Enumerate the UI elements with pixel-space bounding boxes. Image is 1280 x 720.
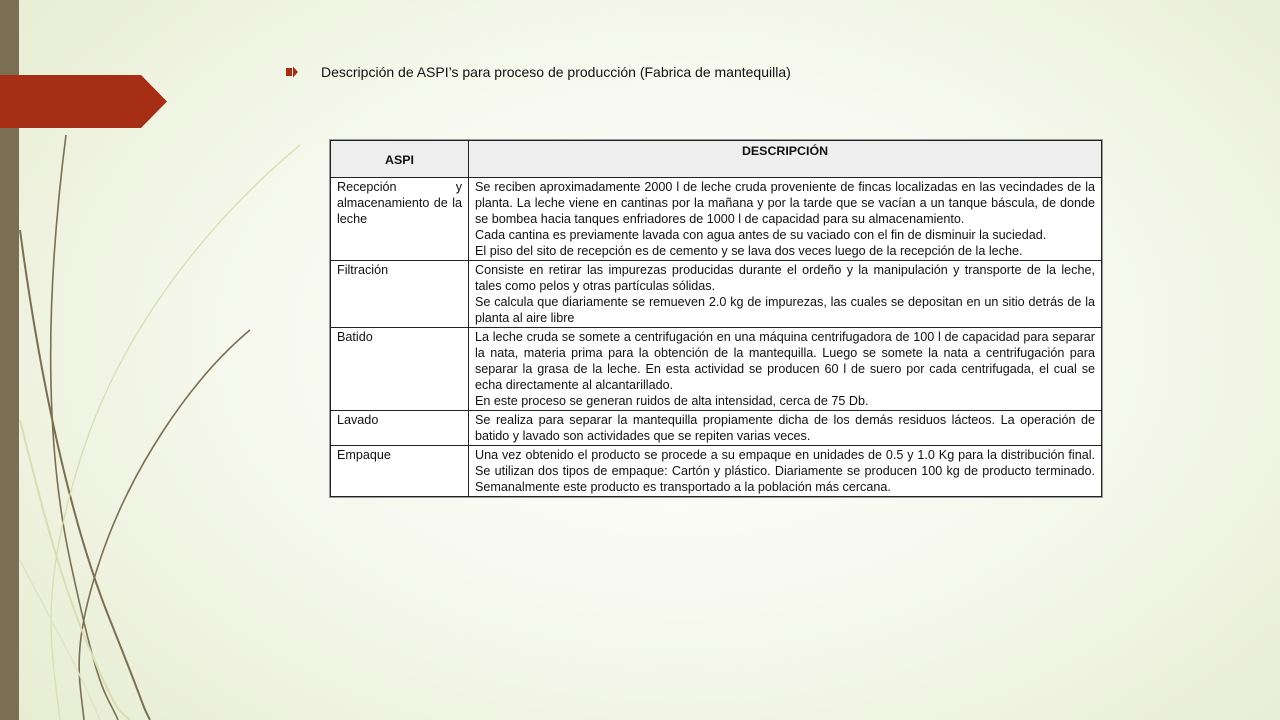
table-header-row bbox=[331, 141, 1102, 178]
row-aspi-cell: Filtración bbox=[331, 261, 469, 328]
description-paragraph: La leche cruda se somete a centrifugación en una máquina centrifugadora de 100 l de capacidad para separar la nata, materia prima para la obtención de la mantequilla. Luego se somete la nata a centrifugación para separar la grasa de la leche. En esta actividad se producen 60 l de suero por cada centrifugada, el cual se echa directamente al alcantarillado. bbox=[475, 330, 1095, 392]
row-aspi-cell: Empaque bbox=[331, 446, 469, 497]
row-description-cell bbox=[469, 261, 1102, 328]
arrow-bullet-icon bbox=[286, 63, 308, 81]
row-description-cell bbox=[469, 328, 1102, 411]
description-paragraph: Se realiza para separar la mantequilla propiamente dicha de los demás residuos lácteos. La operación de batido y lavado son actividades que se repiten varias veces. bbox=[475, 413, 1095, 443]
table-row bbox=[331, 446, 1102, 497]
row-description-cell bbox=[469, 446, 1102, 497]
description-paragraph: El piso del sito de recepción es de cemento y se lava dos veces luego de la recepción de la leche. bbox=[475, 244, 1023, 258]
description-paragraph: En este proceso se generan ruidos de alta intensidad, cerca de 75 Db. bbox=[475, 394, 869, 408]
row-description-cell bbox=[469, 178, 1102, 261]
description-paragraph: Se reciben aproximadamente 2000 l de leche cruda proveniente de fincas localizadas en las vecindades de la planta. La leche viene en cantinas por la mañana y por la tarde que se vacían a un tanque báscula, de donde se bombea hacia tanques enfriadores de 1000 l de capacidad para su almacenamiento. bbox=[475, 180, 1095, 226]
header-aspi: ASPI bbox=[331, 141, 469, 178]
aspi-table bbox=[330, 140, 1102, 497]
bullet-text: Descripción de ASPI’s para proceso de producción (Fabrica de mantequilla) bbox=[321, 64, 791, 80]
row-aspi-cell: Batido bbox=[331, 328, 469, 411]
description-paragraph: Cada cantina es previamente lavada con agua antes de su vaciado con el fin de disminuir la suciedad. bbox=[475, 228, 1047, 242]
table-row bbox=[331, 261, 1102, 328]
row-aspi-cell: Lavado bbox=[331, 411, 469, 446]
header-descripcion: DESCRIPCIÓN bbox=[469, 141, 1102, 178]
description-paragraph: Consiste en retirar las impurezas producidas durante el ordeño y la manipulación y transporte de la leche, tales como pelos y otras partículas sólidas. bbox=[475, 263, 1095, 293]
table-row bbox=[331, 411, 1102, 446]
bullet-item bbox=[286, 63, 791, 81]
table-row bbox=[331, 328, 1102, 411]
accent-arrow-tab bbox=[0, 75, 167, 128]
description-paragraph: Una vez obtenido el producto se procede a su empaque en unidades de 0.5 y 1.0 Kg para la distribución final. Se utilizan dos tipos de empaque: Cartón y plástico. Diariamente se producen 100 kg de producto terminado. Semanalmente este producto es transportado a la población más cercana. bbox=[475, 448, 1095, 494]
row-aspi-cell: Recepción y almacenamiento de la leche bbox=[331, 178, 469, 261]
table-row bbox=[331, 178, 1102, 261]
row-description-cell bbox=[469, 411, 1102, 446]
description-paragraph: Se calcula que diariamente se remueven 2.0 kg de impurezas, las cuales se depositan en un sitio detrás de la planta al aire libre bbox=[475, 295, 1095, 325]
aspi-table-image bbox=[329, 139, 1103, 498]
